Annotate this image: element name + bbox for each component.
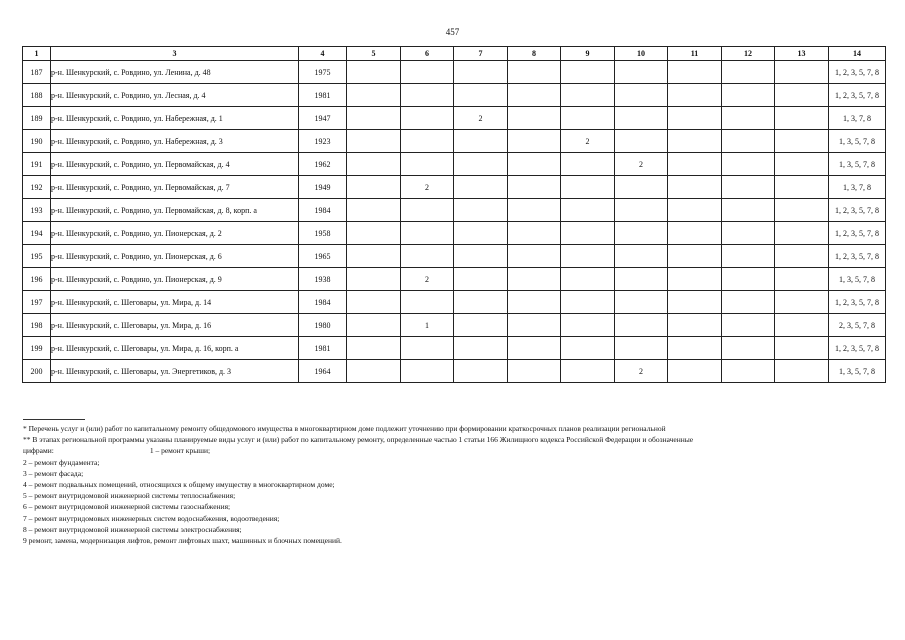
stage-col-10-cell: 2	[615, 153, 668, 176]
stage-col-7-cell	[454, 360, 508, 383]
stage-col-11-cell	[668, 176, 722, 199]
stage-col-9-cell	[561, 153, 615, 176]
table-body	[23, 61, 886, 383]
address-cell: р-н. Шенкурский, с. Ровдино, ул. Набережная, д. 3	[51, 130, 299, 153]
stage-col-12-cell	[722, 61, 775, 84]
column-header-11: 11	[668, 47, 722, 61]
stage-col-8-cell	[508, 291, 561, 314]
stage-col-6-cell: 2	[401, 268, 454, 291]
stage-col-13-cell	[775, 61, 829, 84]
stage-col-5-cell	[347, 130, 401, 153]
stage-col-6-cell	[401, 291, 454, 314]
row-number: 195	[23, 245, 51, 268]
works-list-cell: 1, 3, 5, 7, 8	[829, 360, 886, 383]
stage-col-13-cell	[775, 130, 829, 153]
row-number: 198	[23, 314, 51, 337]
year-cell: 1964	[299, 360, 347, 383]
address-cell: р-н. Шенкурский, с. Шеговары, ул. Мира, д. 14	[51, 291, 299, 314]
address-cell: р-н. Шенкурский, с. Ровдино, ул. Лесная, д. 4	[51, 84, 299, 107]
stage-col-13-cell	[775, 291, 829, 314]
works-list-cell: 1, 2, 3, 5, 7, 8	[829, 291, 886, 314]
stage-col-7-cell: 2	[454, 107, 508, 130]
stage-col-7-cell	[454, 84, 508, 107]
table-row	[23, 199, 886, 222]
table-row	[23, 360, 886, 383]
stage-col-10-cell	[615, 245, 668, 268]
stage-col-13-cell	[775, 314, 829, 337]
row-number: 194	[23, 222, 51, 245]
stage-col-6-cell	[401, 61, 454, 84]
stage-col-10-cell	[615, 107, 668, 130]
column-header-8: 8	[508, 47, 561, 61]
stage-col-8-cell	[508, 84, 561, 107]
stage-col-13-cell	[775, 360, 829, 383]
row-number: 188	[23, 84, 51, 107]
row-number: 189	[23, 107, 51, 130]
stage-col-9-cell: 2	[561, 130, 615, 153]
works-list-cell: 1, 2, 3, 5, 7, 8	[829, 337, 886, 360]
stage-col-6-cell	[401, 199, 454, 222]
stage-col-12-cell	[722, 199, 775, 222]
address-cell: р-н. Шенкурский, с. Ровдино, ул. Пионерская, д. 6	[51, 245, 299, 268]
year-cell: 1984	[299, 291, 347, 314]
table-row	[23, 314, 886, 337]
year-cell: 1980	[299, 314, 347, 337]
stage-col-9-cell	[561, 222, 615, 245]
stage-col-11-cell	[668, 199, 722, 222]
stage-col-12-cell	[722, 337, 775, 360]
row-number: 200	[23, 360, 51, 383]
stage-col-8-cell	[508, 360, 561, 383]
footnote-divider	[23, 419, 85, 420]
stage-col-11-cell	[668, 291, 722, 314]
table-row	[23, 176, 886, 199]
year-cell: 1958	[299, 222, 347, 245]
legend-item-6: 6 – ремонт внутридомовой инженерной системы газоснабжения;	[23, 502, 231, 512]
table-row	[23, 268, 886, 291]
stage-col-12-cell	[722, 222, 775, 245]
footnote-2-continued	[23, 445, 883, 456]
stage-col-6-cell	[401, 107, 454, 130]
stage-col-11-cell	[668, 360, 722, 383]
footnote-2: ** В этапах региональной программы указаны планируемые виды услуг и (или) работ по капитальному ремонту, определенные частью 1 статьи 166 Жилищного кодекса Российской Федерации и обозначенные	[23, 435, 694, 445]
stage-col-13-cell	[775, 268, 829, 291]
stage-col-7-cell	[454, 245, 508, 268]
stage-col-10-cell	[615, 61, 668, 84]
stage-col-7-cell	[454, 61, 508, 84]
stage-col-6-cell	[401, 153, 454, 176]
works-list-cell: 1, 3, 5, 7, 8	[829, 153, 886, 176]
row-number: 193	[23, 199, 51, 222]
stage-col-5-cell	[347, 268, 401, 291]
table-row	[23, 291, 886, 314]
stage-col-5-cell	[347, 199, 401, 222]
stage-col-6-cell: 2	[401, 176, 454, 199]
stage-col-9-cell	[561, 61, 615, 84]
column-header-5: 5	[347, 47, 401, 61]
stage-col-5-cell	[347, 61, 401, 84]
works-list-cell: 1, 2, 3, 5, 7, 8	[829, 199, 886, 222]
works-list-cell: 1, 2, 3, 5, 7, 8	[829, 61, 886, 84]
legend-item-7: 7 – ремонт внутридомовых инженерных систем водоснабжения, водоотведения;	[23, 513, 280, 523]
stage-col-9-cell	[561, 199, 615, 222]
works-list-cell: 1, 3, 7, 8	[829, 107, 886, 130]
footnote-2-digits-label: цифрами:	[23, 446, 54, 456]
stage-col-12-cell	[722, 268, 775, 291]
stage-col-11-cell	[668, 314, 722, 337]
stage-col-9-cell	[561, 245, 615, 268]
address-cell: р-н. Шенкурский, с. Шеговары, ул. Мира, д. 16	[51, 314, 299, 337]
legend-item-1: 1 – ремонт крыши;	[149, 446, 211, 456]
address-cell: р-н. Шенкурский, с. Ровдино, ул. Пионерская, д. 9	[51, 268, 299, 291]
table-row	[23, 153, 886, 176]
stage-col-11-cell	[668, 245, 722, 268]
year-cell: 1938	[299, 268, 347, 291]
stage-col-13-cell	[775, 107, 829, 130]
column-header-9: 9	[561, 47, 615, 61]
column-header-7: 7	[454, 47, 508, 61]
year-cell: 1962	[299, 153, 347, 176]
stage-col-8-cell	[508, 61, 561, 84]
stage-col-11-cell	[668, 130, 722, 153]
address-cell: р-н. Шенкурский, с. Шеговары, ул. Энергетиков, д. 3	[51, 360, 299, 383]
stage-col-11-cell	[668, 337, 722, 360]
stage-col-10-cell	[615, 199, 668, 222]
works-list-cell: 1, 3, 5, 7, 8	[829, 268, 886, 291]
works-list-cell: 2, 3, 5, 7, 8	[829, 314, 886, 337]
address-cell: р-н. Шенкурский, с. Ровдино, ул. Ленина, д. 48	[51, 61, 299, 84]
table-row	[23, 84, 886, 107]
stage-col-8-cell	[508, 222, 561, 245]
page-number: 457	[445, 27, 460, 37]
column-header-14: 14	[829, 47, 886, 61]
stage-col-7-cell	[454, 337, 508, 360]
stage-col-7-cell	[454, 176, 508, 199]
table-row	[23, 130, 886, 153]
stage-col-10-cell	[615, 222, 668, 245]
legend-item-4: 4 – ремонт подвальных помещений, относящихся к общему имуществу в многоквартирном доме;	[23, 480, 335, 490]
row-number: 190	[23, 130, 51, 153]
stage-col-7-cell	[454, 291, 508, 314]
stage-col-5-cell	[347, 337, 401, 360]
stage-col-7-cell	[454, 130, 508, 153]
stage-col-12-cell	[722, 153, 775, 176]
works-list-cell: 1, 2, 3, 5, 7, 8	[829, 245, 886, 268]
stage-col-9-cell	[561, 84, 615, 107]
row-number: 187	[23, 61, 51, 84]
year-cell: 1981	[299, 337, 347, 360]
row-number: 191	[23, 153, 51, 176]
legend-item-2: 2 – ремонт фундамента;	[23, 457, 100, 467]
stage-col-13-cell	[775, 199, 829, 222]
legend-item-5: 5 – ремонт внутридомовой инженерной системы теплоснабжения;	[23, 491, 236, 501]
header-row	[23, 47, 886, 61]
stage-col-12-cell	[722, 291, 775, 314]
stage-col-6-cell	[401, 337, 454, 360]
works-list-cell: 1, 2, 3, 5, 7, 8	[829, 222, 886, 245]
stage-col-5-cell	[347, 245, 401, 268]
stage-col-11-cell	[668, 84, 722, 107]
stage-col-8-cell	[508, 176, 561, 199]
repair-program-table	[22, 46, 886, 383]
stage-col-13-cell	[775, 245, 829, 268]
stage-col-8-cell	[508, 199, 561, 222]
footnote-1: * Перечень услуг и (или) работ по капитальному ремонту общедомового имущества в многоквартирном доме подлежит уточнению при формировании краткосрочных планов реализации региональной	[23, 424, 666, 433]
address-cell: р-н. Шенкурский, с. Ровдино, ул. Набережная, д. 1	[51, 107, 299, 130]
year-cell: 1923	[299, 130, 347, 153]
stage-col-13-cell	[775, 222, 829, 245]
stage-col-10-cell	[615, 176, 668, 199]
row-number: 192	[23, 176, 51, 199]
stage-col-6-cell	[401, 245, 454, 268]
stage-col-12-cell	[722, 84, 775, 107]
column-header-13: 13	[775, 47, 829, 61]
stage-col-7-cell	[454, 268, 508, 291]
stage-col-12-cell	[722, 130, 775, 153]
address-cell: р-н. Шенкурский, с. Ровдино, ул. Первомайская, д. 4	[51, 153, 299, 176]
column-header-1: 1	[23, 47, 51, 61]
legend-item-8: 8 – ремонт внутридомовой инженерной системы электроснабжения;	[23, 524, 242, 534]
year-cell: 1984	[299, 199, 347, 222]
address-cell: р-н. Шенкурский, с. Ровдино, ул. Пионерская, д. 2	[51, 222, 299, 245]
stage-col-11-cell	[668, 222, 722, 245]
stage-col-6-cell: 1	[401, 314, 454, 337]
column-header-4: 4	[299, 47, 347, 61]
table-row	[23, 222, 886, 245]
stage-col-11-cell	[668, 61, 722, 84]
stage-col-7-cell	[454, 222, 508, 245]
column-header-10: 10	[615, 47, 668, 61]
stage-col-13-cell	[775, 153, 829, 176]
stage-col-5-cell	[347, 107, 401, 130]
stage-col-10-cell	[615, 314, 668, 337]
stage-col-9-cell	[561, 176, 615, 199]
address-cell: р-н. Шенкурский, с. Ровдино, ул. Первомайская, д. 8, корп. а	[51, 199, 299, 222]
stage-col-8-cell	[508, 130, 561, 153]
column-header-6: 6	[401, 47, 454, 61]
stage-col-9-cell	[561, 314, 615, 337]
stage-col-11-cell	[668, 268, 722, 291]
stage-col-6-cell	[401, 84, 454, 107]
stage-col-9-cell	[561, 268, 615, 291]
year-cell: 1949	[299, 176, 347, 199]
stage-col-8-cell	[508, 314, 561, 337]
works-list-cell: 1, 3, 5, 7, 8	[829, 130, 886, 153]
row-number: 199	[23, 337, 51, 360]
column-header-12: 12	[722, 47, 775, 61]
stage-col-12-cell	[722, 107, 775, 130]
year-cell: 1947	[299, 107, 347, 130]
year-cell: 1965	[299, 245, 347, 268]
stage-col-13-cell	[775, 176, 829, 199]
address-cell: р-н. Шенкурский, с. Ровдино, ул. Первомайская, д. 7	[51, 176, 299, 199]
table-row	[23, 245, 886, 268]
stage-col-10-cell	[615, 130, 668, 153]
stage-col-5-cell	[347, 153, 401, 176]
year-cell: 1975	[299, 61, 347, 84]
stage-col-5-cell	[347, 360, 401, 383]
column-header-3: 3	[51, 47, 299, 61]
stage-col-13-cell	[775, 337, 829, 360]
stage-col-8-cell	[508, 245, 561, 268]
footnotes	[23, 423, 883, 546]
stage-col-9-cell	[561, 337, 615, 360]
stage-col-8-cell	[508, 337, 561, 360]
row-number: 196	[23, 268, 51, 291]
stage-col-7-cell	[454, 199, 508, 222]
stage-col-8-cell	[508, 153, 561, 176]
stage-col-12-cell	[722, 176, 775, 199]
stage-col-9-cell	[561, 291, 615, 314]
legend-item-9: 9 ремонт, замена, модернизация лифтов, ремонт лифтовых шахт, машинных и блочных помещений.	[23, 536, 342, 546]
stage-col-8-cell	[508, 107, 561, 130]
table-row	[23, 107, 886, 130]
stage-col-5-cell	[347, 314, 401, 337]
stage-col-9-cell	[561, 107, 615, 130]
legend-item-3: 3 – ремонт фасада;	[23, 468, 84, 478]
stage-col-10-cell	[615, 268, 668, 291]
stage-col-10-cell	[615, 291, 668, 314]
stage-col-8-cell	[508, 268, 561, 291]
stage-col-10-cell	[615, 337, 668, 360]
stage-col-6-cell	[401, 222, 454, 245]
stage-col-5-cell	[347, 84, 401, 107]
address-cell: р-н. Шенкурский, с. Шеговары, ул. Мира, д. 16, корп. а	[51, 337, 299, 360]
stage-col-9-cell	[561, 360, 615, 383]
stage-col-5-cell	[347, 222, 401, 245]
works-list-cell: 1, 3, 7, 8	[829, 176, 886, 199]
stage-col-11-cell	[668, 107, 722, 130]
stage-col-7-cell	[454, 314, 508, 337]
stage-col-6-cell	[401, 130, 454, 153]
year-cell: 1981	[299, 84, 347, 107]
stage-col-6-cell	[401, 360, 454, 383]
stage-col-11-cell	[668, 153, 722, 176]
stage-col-12-cell	[722, 314, 775, 337]
works-list-cell: 1, 2, 3, 5, 7, 8	[829, 84, 886, 107]
stage-col-10-cell: 2	[615, 360, 668, 383]
stage-col-5-cell	[347, 291, 401, 314]
stage-col-7-cell	[454, 153, 508, 176]
table-row	[23, 61, 886, 84]
stage-col-12-cell	[722, 245, 775, 268]
table-row	[23, 337, 886, 360]
stage-col-12-cell	[722, 360, 775, 383]
row-number: 197	[23, 291, 51, 314]
stage-col-10-cell	[615, 84, 668, 107]
stage-col-5-cell	[347, 176, 401, 199]
stage-col-13-cell	[775, 84, 829, 107]
